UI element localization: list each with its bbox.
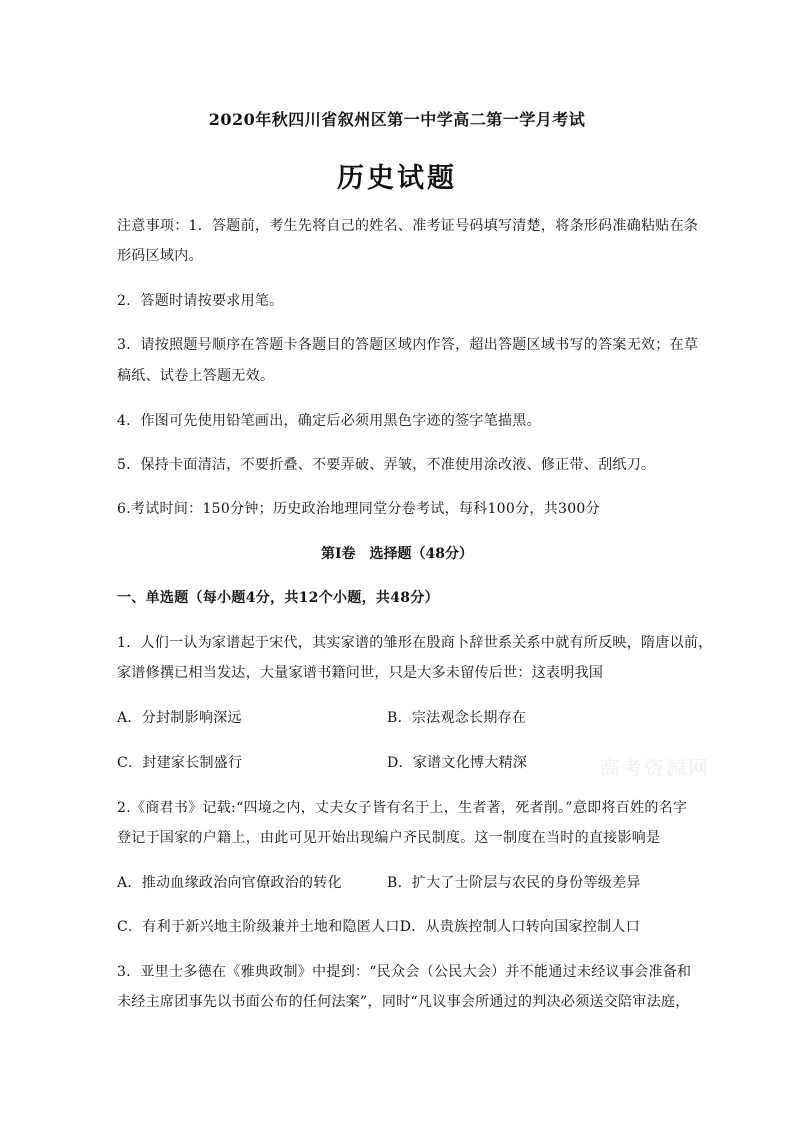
question-3-stem-line-2: 未经主席团事先以书面公布的任何法案”，同时“凡议事会所通过的判决必须送交陪审法庭， — [117, 994, 690, 1010]
question-1-option-a: A．分封制影响深远 — [117, 710, 242, 726]
watermark: 高考资源网 — [600, 756, 710, 780]
question-3-stem-line-1: 3．亚里士多德在《雅典政制》中提到：“民众会（公民大会）并不能通过未经议事会准备和 — [117, 964, 692, 980]
question-2-option-a: A．推动血缘政治向官僚政治的转化 — [117, 875, 342, 891]
note-1-line-2: 形码区域内。 — [117, 248, 203, 264]
note-6: 6.考试时间：150分钟；历史政治地理同堂分卷考试，每科100分，共300分 — [117, 501, 600, 517]
question-2-option-cd: C．有利于新兴地主阶级兼并土地和隐匿人口D．从贵族控制人口转向国家控制人口 — [117, 919, 641, 935]
question-1-stem-line-2: 家谱修撰已相当发达，大量家谱书籍问世，只是大多未留传后世：这表明我国 — [117, 665, 604, 681]
volume-heading: 第I卷 选择题（48分） — [320, 546, 474, 562]
question-2-stem-line-2: 登记于国家的户籍上，由此可见开始出现编户齐民制度。这一制度在当时的直接影响是 — [117, 830, 661, 846]
note-5: 5．保持卡面清洁，不要折叠、不要弄破、弄皱，不准使用涂改液、修正带、刮纸刀。 — [117, 457, 656, 473]
question-2-option-b: B．扩大了士阶层与农民的身份等级差异 — [387, 875, 641, 891]
note-1-line-1: 注意事项：1．答题前，考生先将自己的姓名、准考证号码填写清楚，将条形码准确粘贴在条 — [117, 218, 699, 234]
part-heading: 一、单选题（每小题4分，共12个小题，共48分） — [117, 590, 439, 606]
question-2-stem-line-1: 2.《商君书》记载:“四境之内，丈夫女子皆有名于上，生者著，死者削。”意即将百姓的名字 — [117, 800, 688, 816]
question-1-option-d: D．家谱文化博大精深 — [387, 755, 528, 771]
question-1-option-b: B．宗法观念长期存在 — [387, 710, 527, 726]
exam-title: 2020年秋四川省叙州区第一中学高二第一学月考试 — [208, 110, 586, 129]
note-2: 2．答题时请按要求用笔。 — [117, 293, 284, 309]
note-3-line-1: 3．请按照题号顺序在答题卡各题目的答题区域内作答，超出答题区域书写的答案无效；在草 — [117, 337, 699, 353]
question-1-option-c: C．封建家长制盛行 — [117, 755, 243, 771]
subject-title: 历史试题 — [337, 163, 457, 194]
question-1-stem-line-1: 1．人们一认为家谱起于宋代，其实家谱的雏形在殷商卜辞世系关系中就有所反映，隋唐以前， — [117, 635, 713, 651]
note-3-line-2: 稿纸、试卷上答题无效。 — [117, 368, 275, 384]
note-4: 4．作图可先使用铅笔画出，确定后必须用黑色字迹的签字笔描黑。 — [117, 413, 541, 429]
